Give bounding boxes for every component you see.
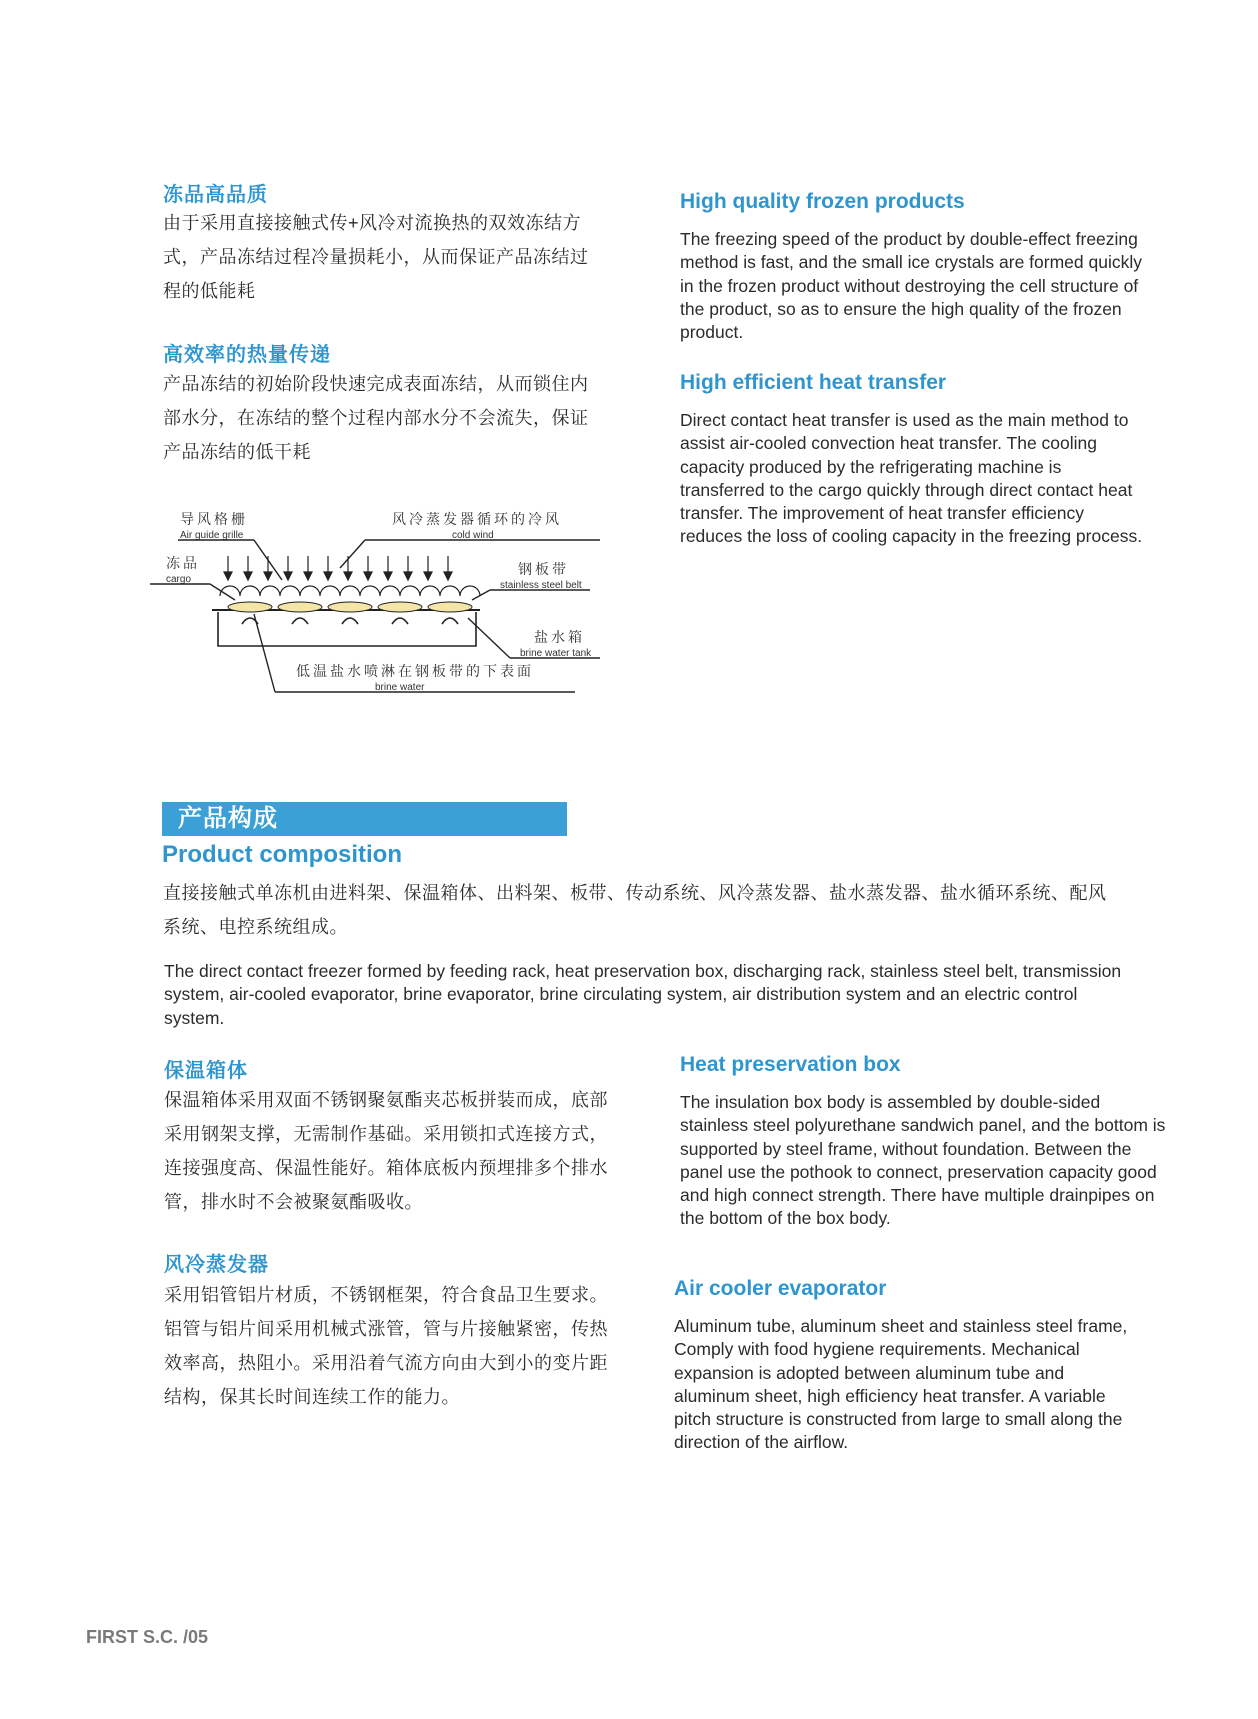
- wind-label-cn: 风冷蒸发器循环的冷风: [392, 511, 562, 527]
- paragraph-heat-transfer-cn: 产品冻结的初始阶段快速完成表面冻结，从而锁住内部水分，在冻结的整个过程内部水分不会流失，保证产品冻结的低干耗: [163, 374, 589, 462]
- heading-heat-box-en: Heat preservation box: [680, 1053, 901, 1076]
- belt-label-cn: 钢板带: [518, 561, 569, 577]
- cargo-label-en: cargo: [166, 574, 192, 585]
- composition-text-en: The direct contact freezer formed by feeding rack, heat preservation box, discharging rack, stainless steel belt, transmission system, air-cooled evaporator, brine evaporator, brine circulating system, air distribution system and an electric control system.: [164, 961, 1122, 1028]
- paragraph-evaporator-en: Aluminum tube, aluminum sheet and stainless steel frame, Comply with food hygiene requirements. Mechanical expansion is adopted between aluminum tube and aluminum sheet, high efficiency heat transfer. A variable pitch structure is constructed from large to small along the direction of the airflow.: [674, 1316, 1128, 1453]
- composition-text-cn: 直接接触式单冻机由进料架、保温箱体、出料架、板带、传动系统、风冷蒸发器、盐水蒸发器、盐水循环系统、配风系统、电控系统组成。: [163, 883, 1107, 937]
- heading-frozen-quality-cn: 冻品高品质: [163, 184, 268, 206]
- brine-label-cn: 低温盐水喷淋在钢板带的下表面: [296, 663, 534, 679]
- heading-heat-transfer-en: High efficient heat transfer: [680, 371, 947, 394]
- brine-label-en: brine water: [375, 682, 425, 693]
- composition-banner: 产品构成: [162, 802, 567, 836]
- heading-evaporator-en: Air cooler evaporator: [674, 1277, 887, 1300]
- steel-belt-with-cargo: [212, 602, 480, 612]
- wind-label-en: cold wind: [452, 530, 494, 541]
- belt-label-en: stainless steel belt: [500, 580, 582, 591]
- cargo-label-cn: 冻品: [166, 555, 200, 571]
- composition-title: Product composition: [162, 841, 402, 868]
- cold-wind-arrows: [224, 556, 452, 580]
- heading-heat-transfer-cn: 高效率的热量传递: [163, 344, 331, 366]
- paragraph-evaporator-cn: 采用铝管铝片材质，不锈钢框架，符合食品卫生要求。铝管与铝片间采用机械式涨管，管与片接触紧密，传热效率高，热阻小。采用沿着气流方向由大到小的变片距结构，保其长时间连续工作的能力。: [164, 1285, 608, 1407]
- paragraph-heat-transfer-en: Direct contact heat transfer is used as the main method to assist air-cooled convection heat transfer. The cooling capacity produced by the refrigerating machine is transferred to the cargo quickly through direct contact heat transfer. The improvement of heat transfer efficiency reduces the loss of cooling capacity in the freezing process.: [680, 410, 1143, 547]
- tank-label-cn: 盐水箱: [534, 629, 585, 645]
- grille-label-en: Air guide grille: [180, 530, 244, 541]
- tank-label-en: brine water tank: [520, 648, 592, 659]
- paragraph-heat-box-en: The insulation box body is assembled by double-sided stainless steel polyurethane sandwich panel, and the bottom is supported by steel frame, without foundation. Between the panel use the pothook to connect, preservation capacity good and high connect strength. There have multiple drainpipes on the bottom of the box body.: [680, 1092, 1166, 1229]
- brine-water-tank: [218, 612, 476, 646]
- paragraph-heat-box-cn: 保温箱体采用双面不锈钢聚氨酯夹芯板拼装而成，底部采用钢架支撑，无需制作基础。采用锁扣式连接方式，连接强度高、保温性能好。箱体底板内预埋排多个排水管，排水时不会被聚氨酯吸收。: [164, 1090, 608, 1212]
- heading-heat-box-cn: 保温箱体: [164, 1060, 248, 1082]
- air-guide-grille: [220, 586, 480, 596]
- page-footer: FIRST S.C. /05: [86, 1627, 209, 1647]
- paragraph-frozen-quality-cn: 由于采用直接接触式传+风冷对流换热的双效冻结方式，产品冻结过程冷量损耗小，从而保证产品冻结过程的低能耗: [163, 213, 589, 301]
- grille-label-cn: 导风格栅: [180, 511, 248, 527]
- paragraph-frozen-quality-en: The freezing speed of the product by double-effect freezing method is fast, and the small ice crystals are formed quickly in the frozen product without destroying the cell structure of the product, so as to ensure the high quality of the frozen product.: [680, 229, 1142, 343]
- freezer-diagram: [150, 500, 620, 710]
- heading-evaporator-cn: 风冷蒸发器: [164, 1254, 269, 1276]
- heading-frozen-quality-en: High quality frozen products: [680, 190, 965, 213]
